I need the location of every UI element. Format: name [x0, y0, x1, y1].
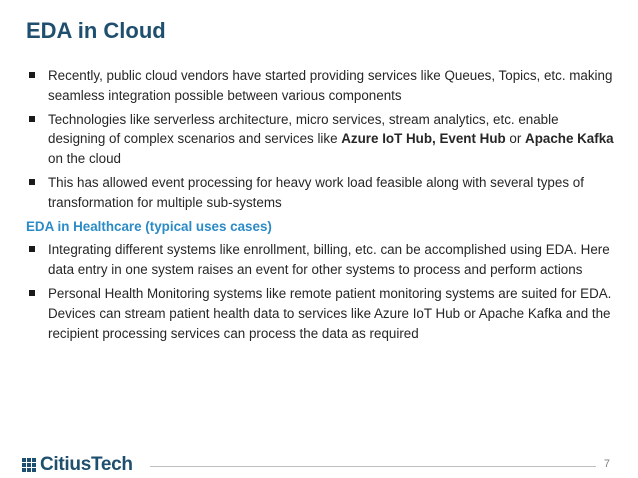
slide-content [26, 66, 616, 347]
bullet-item [26, 240, 616, 280]
bullet-item [26, 284, 616, 343]
bullet-item [26, 110, 616, 169]
bullet-item [26, 173, 616, 213]
bullet-text: Integrating different systems like enrollment, billing, etc. can be accomplished using EDA. Here data entry in one system raises an event for other systems to process and perform actions [48, 242, 610, 278]
bullet-item [26, 66, 616, 106]
company-logo [22, 455, 133, 475]
logo-text: CitiusTech [40, 454, 133, 475]
bullet-text: or [505, 131, 526, 147]
cloud-bullet-list [26, 66, 616, 213]
bullet-text: on the cloud [48, 151, 121, 167]
grid-logo-icon [22, 458, 36, 472]
slide-title: EDA in Cloud [26, 18, 166, 43]
bullet-text: Personal Health Monitoring systems like remote patient monitoring systems are suited for EDA. Devices can stream patient health data to services like Azure IoT Hub or Apache Kafka and the recipient processing services can process the data as required [48, 285, 612, 341]
bullet-bold-text: Apache Kafka [525, 131, 614, 147]
bullet-text: Technologies like serverless architecture, micro services, stream analytics, etc. enable designing of complex scenarios and services like [48, 111, 559, 147]
footer-divider [150, 466, 596, 467]
bullet-bold-text: Azure IoT Hub, Event Hub [341, 131, 506, 147]
bullet-text: Recently, public cloud vendors have started providing services like Queues, Topics, etc. making seamless integration possible between various components [48, 68, 613, 103]
bullet-text: This has allowed event processing for heavy work load feasible along with several types of transformation for multiple sub-systems [48, 174, 584, 210]
section-heading: EDA in Healthcare (typical uses cases) [26, 218, 272, 234]
healthcare-bullet-list [26, 240, 616, 343]
page-number: 7 [603, 458, 610, 470]
